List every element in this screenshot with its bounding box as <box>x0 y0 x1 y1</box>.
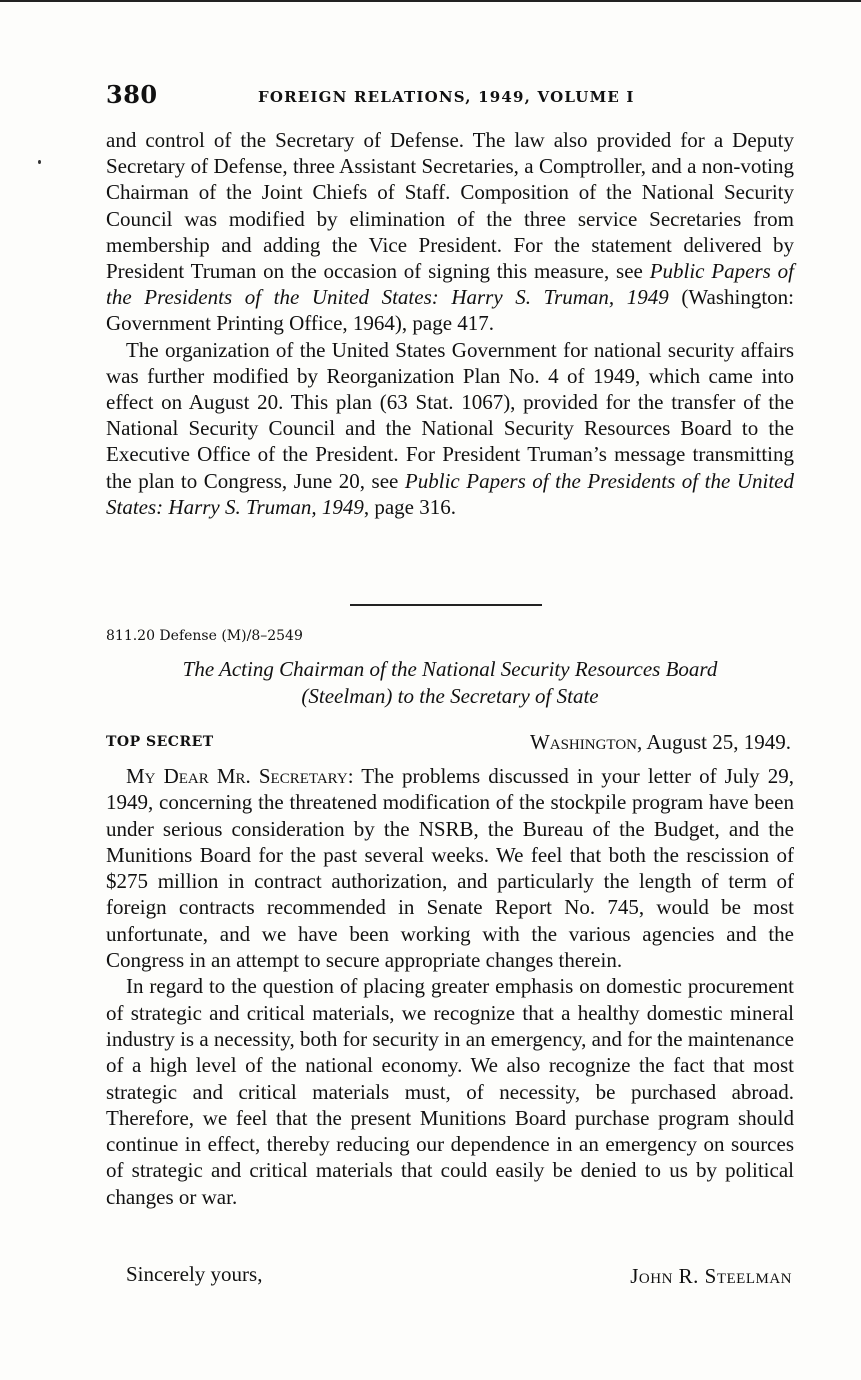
document-title <box>106 656 794 710</box>
section-divider <box>350 604 542 606</box>
intro-paragraph-2 <box>106 337 794 520</box>
dateline <box>530 730 791 755</box>
margin-speck <box>38 160 41 164</box>
dateline-place: Washington <box>529 730 637 754</box>
intro-p1-text: and control of the Secretary of Defense. The law also provided for a Deputy Secretary of Defense, three Assistant Secretaries, a Comptroller, and a non-voting Chairman of the Joint Chiefs of Staff. Composition of the National Security Council was modified by elimination of the three service Secretaries from membership and adding the Vice President. For the statement delivered by President Truman on the occasion of signing this measure, see <box>106 128 794 284</box>
classification-label: TOP SECRET <box>106 734 214 750</box>
file-number: 811.20 Defense (M)/8–2549 <box>106 628 303 644</box>
page-number: 380 <box>106 80 158 109</box>
valediction: Sincerely yours, <box>126 1262 263 1286</box>
letter-body <box>106 763 794 1210</box>
letter-closing <box>106 1262 794 1292</box>
letter-paragraph-2: In regard to the question of placing greater emphasis on domestic procurement of strategic and critical materials, we recognize that a healthy domestic mineral industry is a necessity, both for security in an emergency, and for the maintenance of a high level of the national economy. We also recognize the fact that most strategic and critical materials must, of necessity, be purchased abroad. Therefore, we feel that the present Munitions Board purchase program should continue in effect, thereby reducing our dependence in an emergency on sources of strategic and critical materials that could easily be denied to us by political changes or war. <box>106 974 794 1209</box>
intro-p2-citation: Public Papers of the Presidents of the United States: Harry S. Truman, 1949 <box>106 468 795 519</box>
document-title-line-1: The Acting Chairman of the National Security Resources Board <box>182 657 718 681</box>
page-top-edge <box>0 0 861 2</box>
running-head: FOREIGN RELATIONS, 1949, VOLUME I <box>258 88 635 106</box>
intro-p2-text: The organization of the United States Government for national security affairs was further modified by Reorganization Plan No. 4 of 1949, which came into effect on August 20. This plan (63 Stat. 1067), provided for the transfer of the National Security Council and the National Security Resources Board to the Executive Office of the President. For President Truman’s message transmitting the plan to Congress, June 20, see <box>106 337 794 493</box>
document-title-line-2: (Steelman) to the Secretary of State <box>301 684 599 708</box>
letter-paragraph-1 <box>106 763 794 973</box>
signature: John R. Steelman <box>630 1264 792 1288</box>
intro-p2-tail: , page 316. <box>363 494 457 519</box>
intro-text <box>106 127 794 520</box>
intro-paragraph-1 <box>106 127 794 337</box>
intro-p1-citation: Public Papers of the Presidents of the United States: Harry S. Truman, 1949 <box>106 259 794 310</box>
letter-p1-text: : The problems discussed in your letter of July 29, 1949, concerning the threatened modification of the stockpile program have been under serious consideration by the NSRB, the Bureau of the Budget, and the Munitions Board for the past several weeks. We feel that both the rescission of $275 million in contract authorization, and particularly the length of term of foreign contracts recommended in Senate Report No. 745, would be most unfortunate, and we have been working with the various agencies and the Congress in an attempt to secure appropriate changes therein. <box>106 764 795 973</box>
page-header <box>106 80 796 114</box>
salutation: My Dear Mr. Secretary <box>126 764 348 788</box>
dateline-date: , August 25, 1949. <box>636 730 791 754</box>
intro-p1-tail: (Washington: Government Printing Office, 1964), page 417. <box>106 285 794 336</box>
